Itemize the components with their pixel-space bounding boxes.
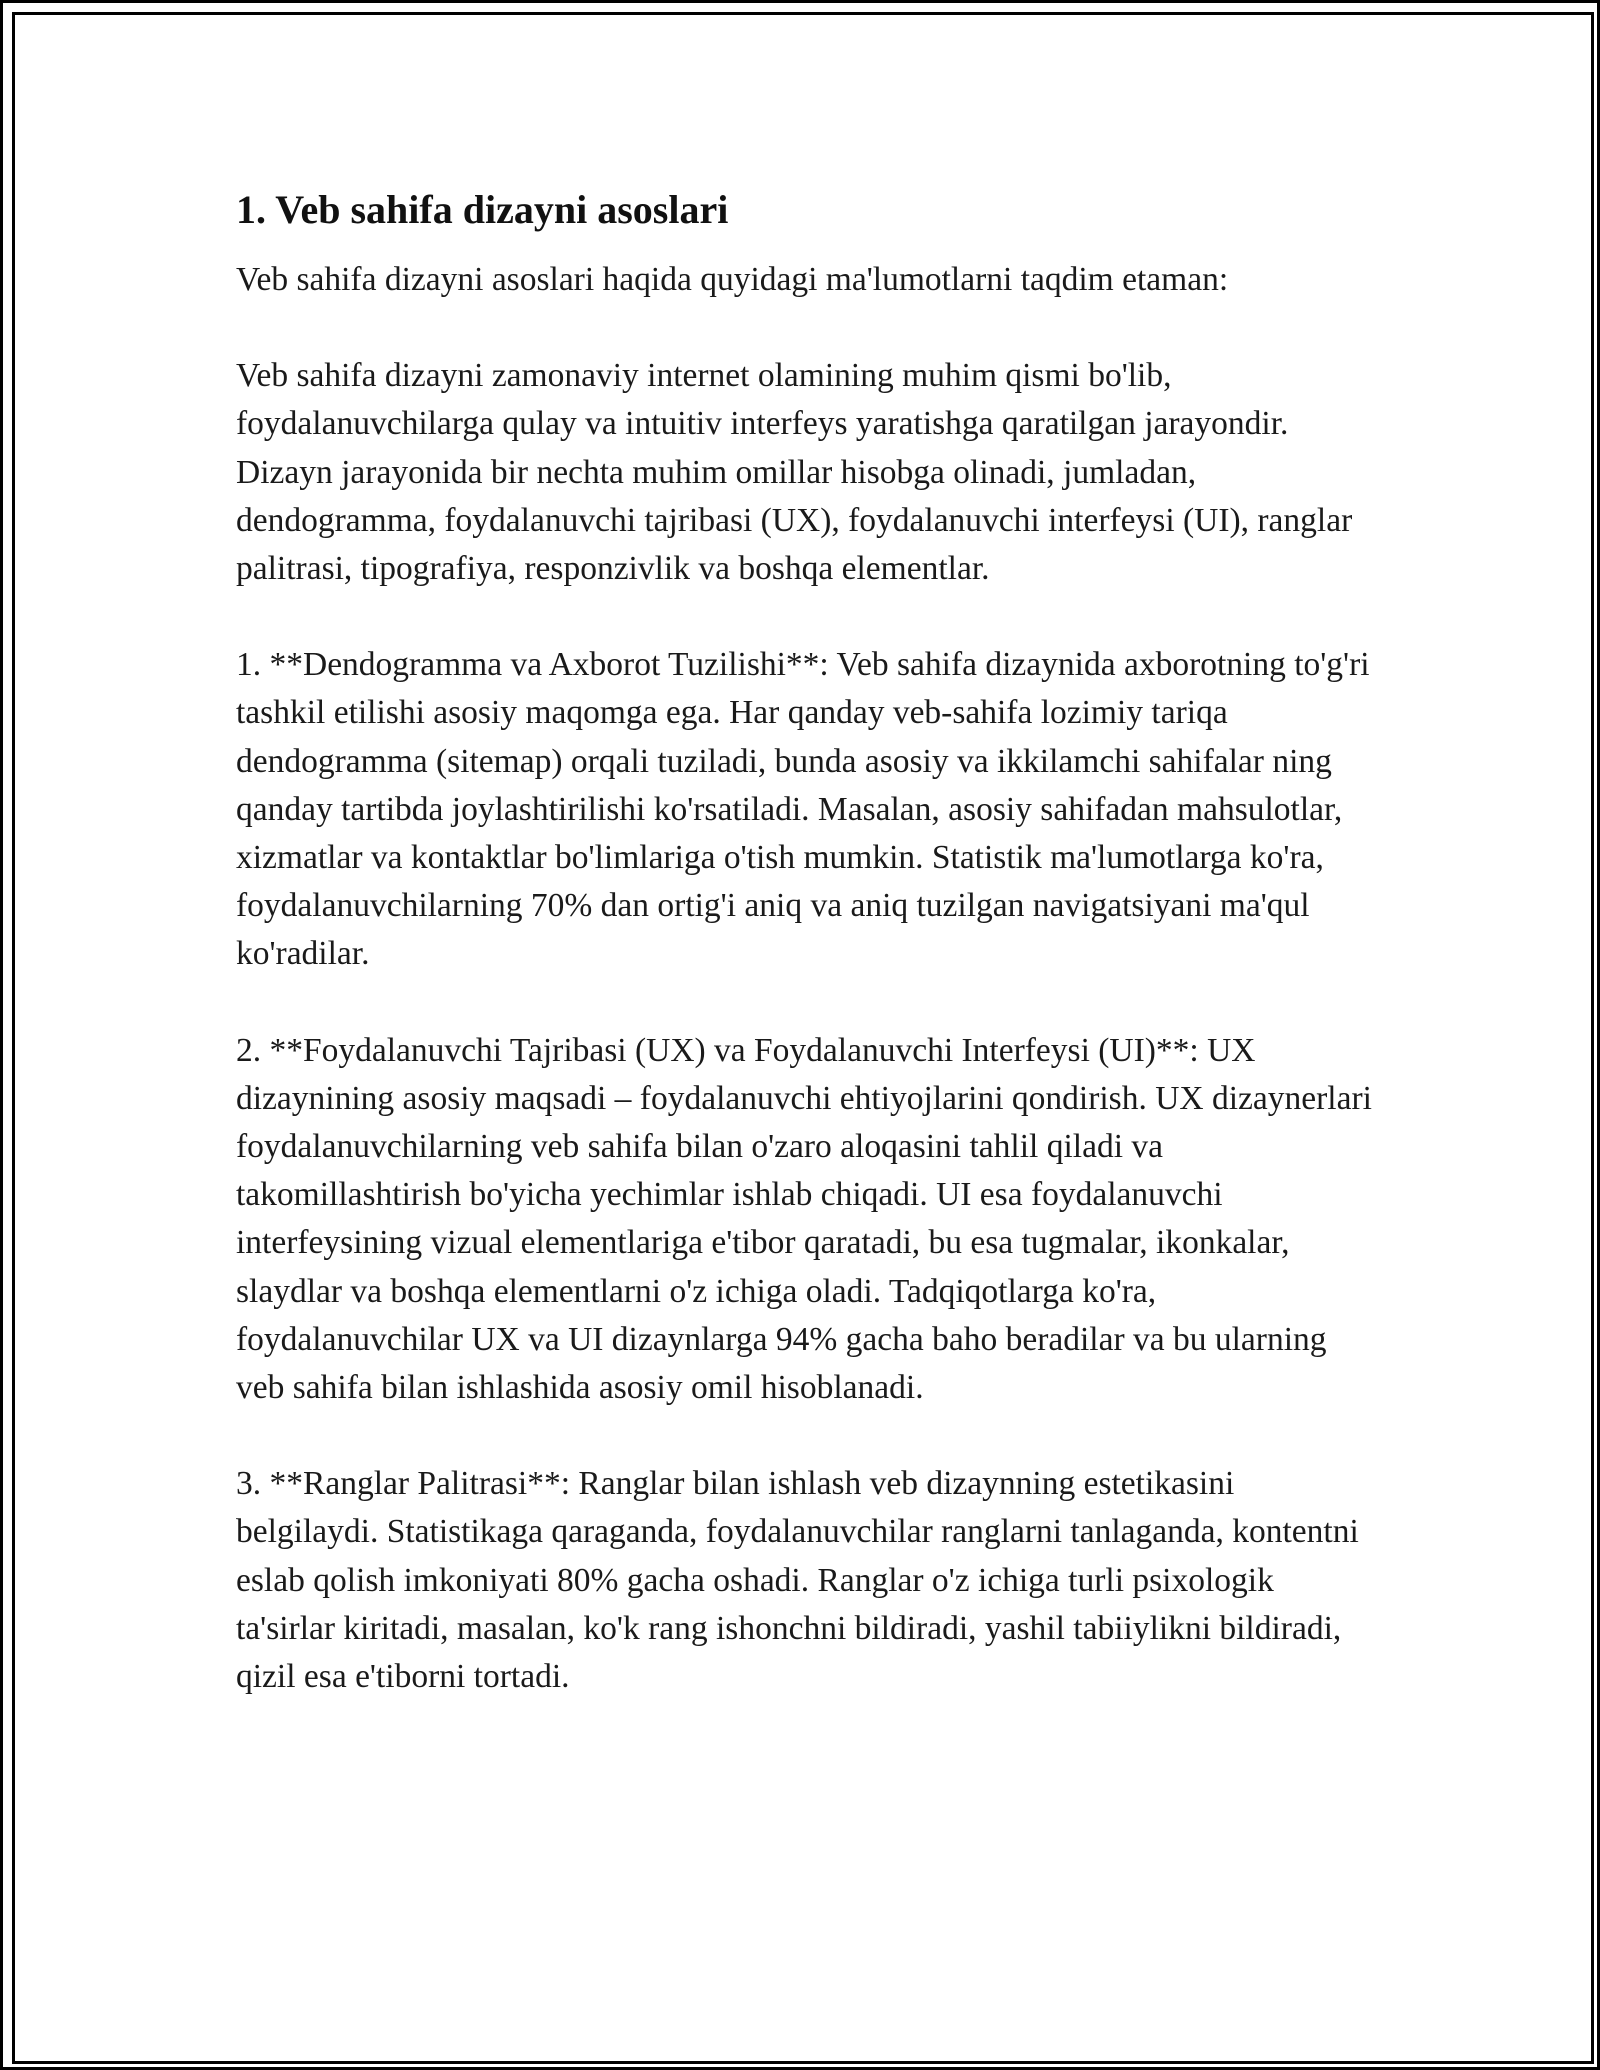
section-ux-ui-paragraph: 2. **Foydalanuvchi Tajribasi (UX) va Foydalanuvchi Interfeysi (UI)**: UX dizaynining asosiy maqsadi – foydalanuvchi ehtiyojlarini qondirish. UX dizaynerlari foydalanuvchilarning veb sahifa bilan o'zaro aloqasini tahlil qiladi va takomillashtirish bo'yicha yechimlar ishlab chiqadi. UI esa foydalanuvchi interfeysining vizual elementlariga e'tibor qaratadi, bu esa tugmalar, ikonkalar, slaydlar va boshqa elementlarni o'z ichiga oladi. Tadqiqotlarga ko'ra, foydalanuvchilar UX va UI dizaynlarga 94% gacha baho beradilar va bu ularning veb sahifa bilan ishlashida asosiy omil hisoblanadi. [236, 1031, 1372, 1407]
document-body [236, 186, 1376, 1749]
overview-paragraph: Veb sahifa dizayni zamonaviy internet olamining muhim qismi bo'lib, foydalanuvchilarga qulay va intuitiv interfeys yaratishga qaratilgan jarayondir. Dizayn jarayonida bir nechta muhim omillar hisobga olinadi, jumladan, dendogramma, foydalanuvchi tajribasi (UX), foydalanuvchi interfeysi (UI), ranglar palitrasi, tipografiya, responzivlik va boshqa elementlar. [236, 357, 1353, 588]
section-dendogramma-paragraph: 1. **Dendogramma va Axborot Tuzilishi**: Veb sahifa dizaynida axborotning to'g'ri tashkil etilishi asosiy maqomga ega. Har qanday veb-sahifa lozimiy tariqa dendogramma (sitemap) orqali tuziladi, bunda asosiy va ikkilamchi sahifalar ning qanday tartibda joylashtirilishi ko'rsatiladi. Masalan, asosiy sahifadan mahsulotlar, xizmatlar va kontaktlar bo'limlariga o'tish mumkin. Statistik ma'lumotlarga ko'ra, foydalanuvchilarning 70% dan ortig'i aniq va aniq tuzilgan navigatsiyani ma'qul ko'radilar. [236, 646, 1370, 973]
document-title: 1. Veb sahifa dizayni asoslari [236, 187, 729, 232]
intro-paragraph: Veb sahifa dizayni asoslari haqida quyidagi ma'lumotlarni taqdim etaman: [236, 261, 1229, 298]
section-ranglar-paragraph: 3. **Ranglar Palitrasi**: Ranglar bilan ishlash veb dizaynning estetikasini belgilaydi. Statistikaga qaraganda, foydalanuvchilar ranglarni tanlaganda, kontentni eslab qolish imkoniyati 80% gacha oshadi. Ranglar o'z ichiga turli psixologik ta'sirlar kiritadi, masalan, ko'k rang ishonchni bildiradi, yashil tabiiylikni bildiradi, qizil esa e'tiborni tortadi. [236, 1465, 1359, 1696]
